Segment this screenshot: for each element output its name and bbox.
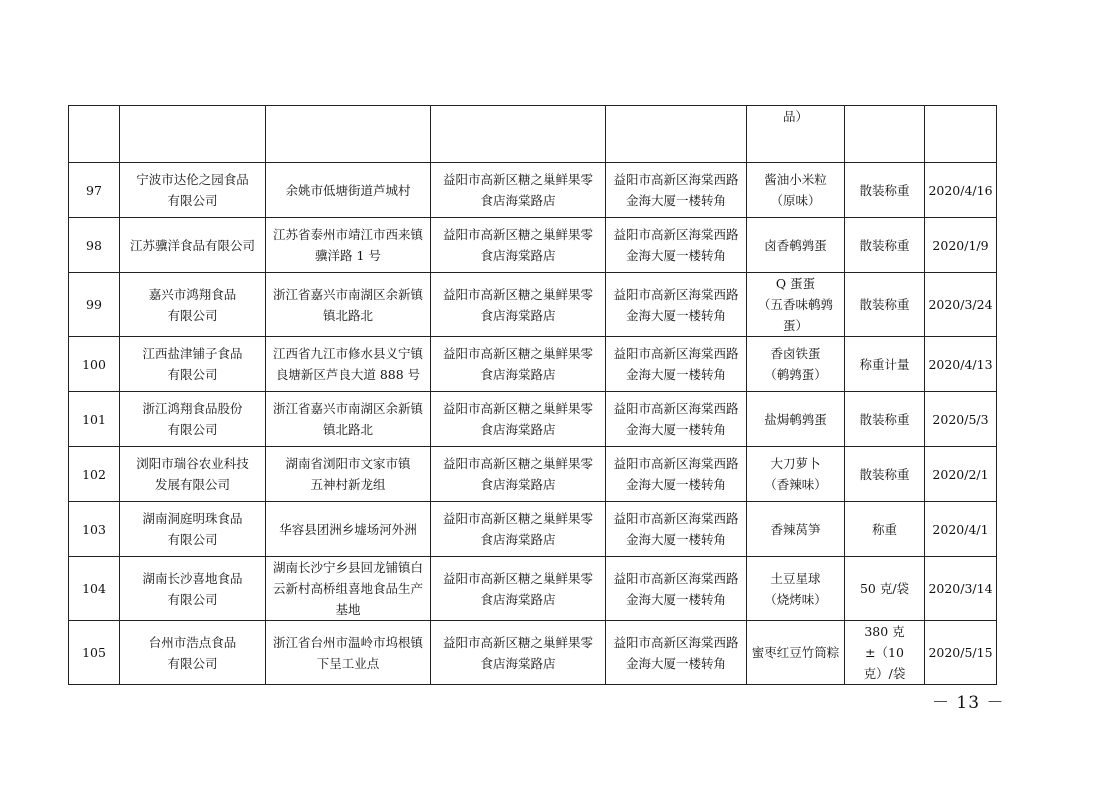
cell-date: 2020/5/15 bbox=[925, 621, 997, 685]
cell-no: 104 bbox=[69, 557, 120, 621]
cell-spec: 散装称重 bbox=[845, 392, 925, 447]
cell-product: Q 蛋蛋 （五香味鹌鹑蛋） bbox=[747, 273, 845, 337]
cell-seller: 益阳市高新区糖之巢鲜果零 食店海棠路店 bbox=[431, 392, 606, 447]
cell-no: 101 bbox=[69, 392, 120, 447]
cell-spec: 散装称重 bbox=[845, 447, 925, 502]
data-table bbox=[68, 105, 997, 685]
table-row bbox=[69, 218, 997, 273]
table-row-continuation bbox=[69, 106, 997, 163]
cell-producer: 江苏骥洋食品有限公司 bbox=[120, 218, 266, 273]
cell-spec: 称重 bbox=[845, 502, 925, 557]
table-cell bbox=[120, 106, 266, 163]
cell-product: 土豆星球 （烧烤味） bbox=[747, 557, 845, 621]
cell-spec: 散装称重 bbox=[845, 218, 925, 273]
cell-spec: 散装称重 bbox=[845, 273, 925, 337]
cell-producer-address: 湖南长沙宁乡县回龙铺镇白 云新村高桥组喜地食品生产 基地 bbox=[266, 557, 431, 621]
table-row bbox=[69, 273, 997, 337]
cell-product: 大刀萝卜 （香辣味） bbox=[747, 447, 845, 502]
table-cell bbox=[606, 106, 747, 163]
table-row bbox=[69, 163, 997, 218]
cell-producer: 湖南洞庭明珠食品 有限公司 bbox=[120, 502, 266, 557]
cell-spec: 50 克/袋 bbox=[845, 557, 925, 621]
cell-spec: 380 克±（10 克）/袋 bbox=[845, 621, 925, 685]
cell-producer-address: 江西省九江市修水县义宁镇 良塘新区芦良大道 888 号 bbox=[266, 337, 431, 392]
cell-no: 97 bbox=[69, 163, 120, 218]
table-row bbox=[69, 447, 997, 502]
table-row bbox=[69, 557, 997, 621]
cell-date: 2020/2/1 bbox=[925, 447, 997, 502]
cell-seller: 益阳市高新区糖之巢鲜果零 食店海棠路店 bbox=[431, 163, 606, 218]
cell-no: 100 bbox=[69, 337, 120, 392]
table-cell bbox=[845, 106, 925, 163]
cell-seller-address: 益阳市高新区海棠西路 金海大厦一楼转角 bbox=[606, 392, 747, 447]
cell-producer-address: 余姚市低塘街道芦城村 bbox=[266, 163, 431, 218]
cell-seller-address: 益阳市高新区海棠西路 金海大厦一楼转角 bbox=[606, 163, 747, 218]
cell-producer: 台州市浩点食品 有限公司 bbox=[120, 621, 266, 685]
cell-no: 103 bbox=[69, 502, 120, 557]
cell-product: 卤香鹌鹑蛋 bbox=[747, 218, 845, 273]
cell-producer-address: 华容县团洲乡墟场河外洲 bbox=[266, 502, 431, 557]
cell-seller: 益阳市高新区糖之巢鲜果零 食店海棠路店 bbox=[431, 502, 606, 557]
table-row bbox=[69, 337, 997, 392]
cell-producer: 江西盐津铺子食品 有限公司 bbox=[120, 337, 266, 392]
cell-date: 2020/3/14 bbox=[925, 557, 997, 621]
table-cell bbox=[69, 106, 120, 163]
table-row bbox=[69, 392, 997, 447]
cell-seller: 益阳市高新区糖之巢鲜果零 食店海棠路店 bbox=[431, 621, 606, 685]
cell-producer: 湖南长沙喜地食品 有限公司 bbox=[120, 557, 266, 621]
page-number: － 13 － bbox=[932, 693, 1005, 713]
table-row bbox=[69, 502, 997, 557]
cell-date: 2020/4/1 bbox=[925, 502, 997, 557]
cell-no: 102 bbox=[69, 447, 120, 502]
cell-producer-address: 江苏省泰州市靖江市西来镇 骥洋路 1 号 bbox=[266, 218, 431, 273]
table-row bbox=[69, 621, 997, 685]
cell-date: 2020/4/13 bbox=[925, 337, 997, 392]
cell-product: 酱油小米粒 （原味） bbox=[747, 163, 845, 218]
cell-seller-address: 益阳市高新区海棠西路 金海大厦一楼转角 bbox=[606, 337, 747, 392]
cell-spec: 散装称重 bbox=[845, 163, 925, 218]
cell-product: 香辣莴笋 bbox=[747, 502, 845, 557]
cell-date: 2020/5/3 bbox=[925, 392, 997, 447]
cell-seller-address: 益阳市高新区海棠西路 金海大厦一楼转角 bbox=[606, 273, 747, 337]
cell-spec: 称重计量 bbox=[845, 337, 925, 392]
cell-no: 98 bbox=[69, 218, 120, 273]
cell-producer: 浙江鸿翔食品股份 有限公司 bbox=[120, 392, 266, 447]
cell-seller-address: 益阳市高新区海棠西路 金海大厦一楼转角 bbox=[606, 218, 747, 273]
cell-seller: 益阳市高新区糖之巢鲜果零 食店海棠路店 bbox=[431, 447, 606, 502]
cell-producer: 嘉兴市鸿翔食品 有限公司 bbox=[120, 273, 266, 337]
cell-producer-address: 浙江省嘉兴市南湖区余新镇 镇北路北 bbox=[266, 392, 431, 447]
cell-seller: 益阳市高新区糖之巢鲜果零 食店海棠路店 bbox=[431, 337, 606, 392]
cell-date: 2020/3/24 bbox=[925, 273, 997, 337]
cell-no: 105 bbox=[69, 621, 120, 685]
cell-seller: 益阳市高新区糖之巢鲜果零 食店海棠路店 bbox=[431, 273, 606, 337]
cell-date: 2020/1/9 bbox=[925, 218, 997, 273]
cell-product: 盐焗鹌鹑蛋 bbox=[747, 392, 845, 447]
table-cell bbox=[431, 106, 606, 163]
cell-seller-address: 益阳市高新区海棠西路 金海大厦一楼转角 bbox=[606, 621, 747, 685]
cell-seller-address: 益阳市高新区海棠西路 金海大厦一楼转角 bbox=[606, 447, 747, 502]
cell-seller: 益阳市高新区糖之巢鲜果零 食店海棠路店 bbox=[431, 218, 606, 273]
table-cell bbox=[925, 106, 997, 163]
cell-producer: 浏阳市瑞谷农业科技 发展有限公司 bbox=[120, 447, 266, 502]
cell-producer-address: 浙江省嘉兴市南湖区余新镇 镇北路北 bbox=[266, 273, 431, 337]
cell-seller: 益阳市高新区糖之巢鲜果零 食店海棠路店 bbox=[431, 557, 606, 621]
table-cell bbox=[266, 106, 431, 163]
table-cell-product: 品） bbox=[747, 106, 845, 163]
cell-product: 蜜枣红豆竹筒粽 bbox=[747, 621, 845, 685]
cell-seller-address: 益阳市高新区海棠西路 金海大厦一楼转角 bbox=[606, 557, 747, 621]
cell-product: 香卤铁蛋 （鹌鹑蛋） bbox=[747, 337, 845, 392]
cell-producer: 宁波市达伦之园食品 有限公司 bbox=[120, 163, 266, 218]
cell-producer-address: 湖南省浏阳市文家市镇 五神村新龙组 bbox=[266, 447, 431, 502]
cell-date: 2020/4/16 bbox=[925, 163, 997, 218]
cell-seller-address: 益阳市高新区海棠西路 金海大厦一楼转角 bbox=[606, 502, 747, 557]
cell-no: 99 bbox=[69, 273, 120, 337]
cell-producer-address: 浙江省台州市温岭市坞根镇 下呈工业点 bbox=[266, 621, 431, 685]
